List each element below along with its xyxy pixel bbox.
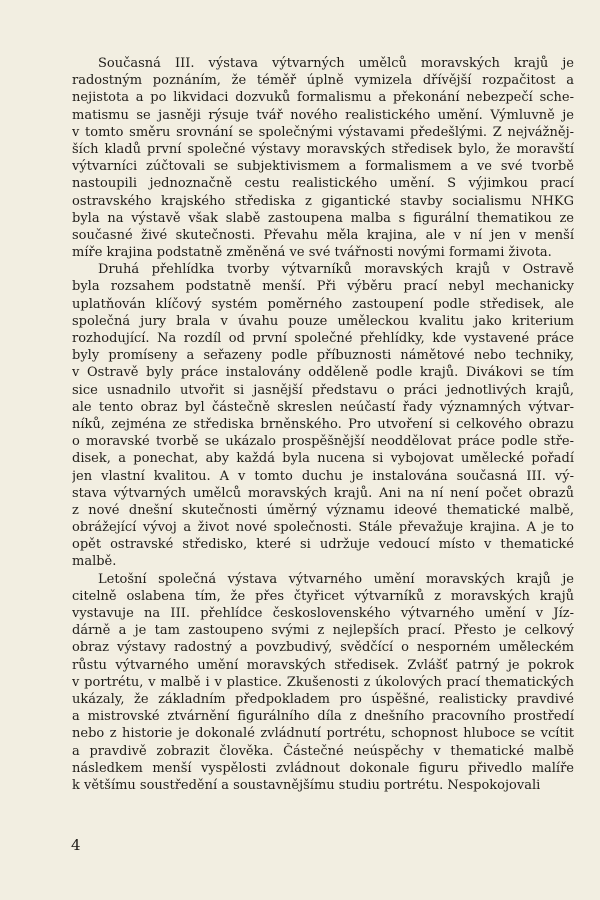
text-line: ostravského krajského střediska z gigantické stavby socialismu NHKG — [72, 193, 574, 209]
text-line: nebo z historie je dokonalé zvládnutí portrétu, schopnost hluboce se vcítit — [72, 726, 574, 742]
text-line: sice usnadnilo utvořit si jasnější představu o práci jednotlivých krajů, — [72, 382, 574, 398]
text-line: nejistota a po likvidaci dozvuků formalismu a překonání nebezpečí sche- — [72, 90, 574, 106]
text-line: současné živé skutečnosti. Převahu měla krajina, ale v ní jen v menší — [72, 227, 574, 243]
body-text — [72, 55, 574, 794]
text-line: byla rozsahem podstatně menší. Při výběru prací nebyl mechanicky — [72, 279, 574, 295]
text-line: citelně oslabena tím, že přes čtyřicet výtvarníků z moravských krajů — [72, 588, 574, 604]
text-line: růstu výtvarného umění moravských středisek. Zvlášť patrný je pokrok — [72, 657, 574, 673]
text-line: uplatňován klíčový systém poměrného zastoupení podle středisek, ale — [72, 296, 574, 312]
text-line: dárně a je tam zastoupeno svými z nejlepších prací. Přesto je celkový — [72, 623, 574, 639]
text-line: radostným poznáním, že téměř úplně vymizela dřívější rozpačitost a — [72, 73, 574, 89]
paragraph — [72, 261, 574, 570]
page-number: 4 — [71, 836, 81, 854]
text-line: v portrétu, v malbě i v plastice. Zkušenosti z úkolových prací thematických — [72, 674, 574, 690]
text-line: ale tento obraz byl částečně skreslen neúčastí řady významných výtvar- — [72, 399, 574, 415]
text-line: společná jury brala v úvahu pouze uměleckou kvalitu jako kriterium — [72, 313, 574, 329]
text-line: ších kladů první společné výstavy moravských středisek bylo, že moravští — [72, 141, 574, 157]
paragraph — [72, 55, 574, 261]
paragraph — [72, 571, 574, 794]
text-line: obraz výstavy radostný a povzbudivý, svědčící o nesporném uměleckém — [72, 640, 574, 656]
text-line: výtvarníci zúčtovali se subjektivismem a formalismem a ve své tvorbě — [72, 159, 574, 175]
text-line: ukázaly, že základním předpokladem pro úspěšné, realisticky pravdivé — [72, 691, 574, 707]
text-line: opět ostravské středisko, které si udržuje vedoucí místo v thematické — [72, 537, 574, 553]
text-line: byly promíseny a seřazeny podle příbuznosti námětové nebo techniky, — [72, 348, 574, 364]
text-line: o moravské tvorbě se ukázalo prospěšnější neoddělovat práce podle stře- — [72, 434, 574, 450]
text-line: matismu se jasněji rýsuje tvář nového realistického umění. Výmluvně je — [72, 107, 574, 123]
text-line: Současná III. výstava výtvarných umělců moravských krajů je — [98, 56, 574, 71]
text-line: rozhodující. Na rozdíl od první společné přehlídky, kde vystavené práce — [72, 331, 574, 346]
text-line: a mistrovské ztvárnění figurálního díla z dnešního pracovního prostředí — [72, 709, 574, 725]
text-line: v tomto směru srovnání se společnými výstavami předešlými. Z nejvážněj- — [72, 124, 574, 140]
text-line: Letošní společná výstava výtvarného umění moravských krajů je — [98, 571, 574, 587]
text-line: stava výtvarných umělců moravských krajů. Ani na ní není počet obrazů — [72, 485, 574, 501]
text-line: malbě. — [72, 554, 117, 570]
text-line: následkem menší vyspělosti zvládnout dokonale figuru přivedlo malíře — [72, 760, 574, 776]
text-line: byla na výstavě však slabě zastoupena malba s figurální thematikou ze — [72, 210, 574, 226]
text-line: v Ostravě byly práce instalovány odděleně podle krajů. Divákovi se tím — [72, 365, 574, 381]
text-line: vystavuje na III. přehlídce československého výtvarného umění v Jíz- — [72, 606, 574, 621]
text-line: a pravdivě zobrazit člověka. Částečné neúspěchy v thematické malbě — [72, 743, 574, 759]
text-line: obrážející vývoj a život nové společnosti. Stále převažuje krajina. A je to — [72, 520, 574, 536]
text-line: Druhá přehlídka tvorby výtvarníků moravských krajů v Ostravě — [98, 262, 574, 278]
text-line: jen vlastní kvalitou. A v tomto duchu je instalována současná III. vý- — [72, 468, 574, 484]
text-line: nastoupili jednoznačně cestu realistického umění. S výjimkou prací — [72, 176, 574, 192]
text-line: níků, zejména ze střediska brněnského. Pro utvoření si celkového obrazu — [72, 416, 574, 432]
text-line: z nové dnešní skutečnosti úměrný významu ideové thematické malbě, — [72, 502, 574, 518]
text-line: míře krajina podstatně změněná ve své tvářnosti novými formami života. — [72, 245, 552, 261]
text-line: disek, a ponechat, aby každá byla nucena si vybojovat umělecké pořadí — [72, 451, 574, 467]
text-line: k většímu soustředění a soustavnějšímu studiu portrétu. Nespokojovali — [72, 777, 541, 793]
